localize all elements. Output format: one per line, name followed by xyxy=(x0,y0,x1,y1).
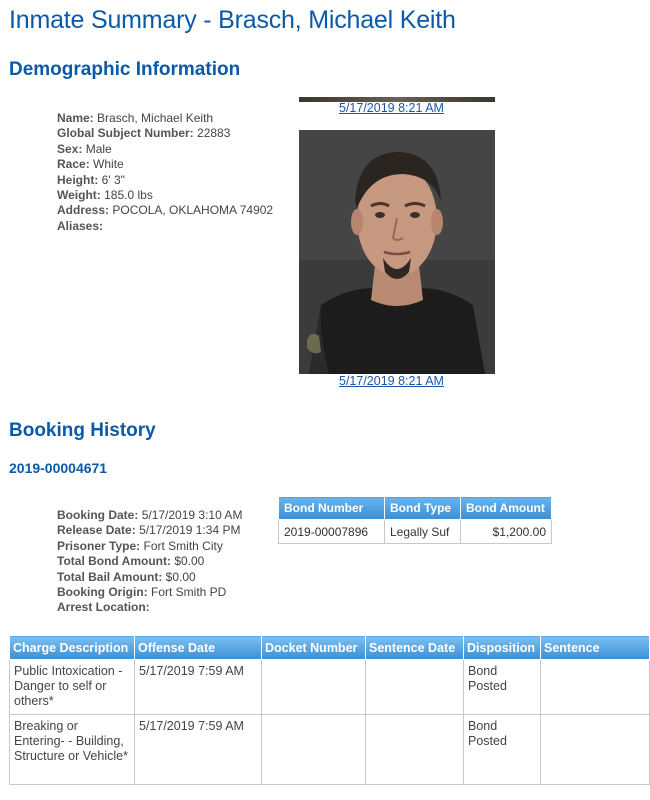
bond-table-header xyxy=(279,497,552,520)
column-header[interactable]: Sentence xyxy=(541,636,650,660)
field-value: 22883 xyxy=(197,126,231,141)
mugshot-photo[interactable] xyxy=(299,130,495,374)
field-label: Booking Date: xyxy=(57,508,139,522)
charge-table-container[interactable] xyxy=(9,635,600,785)
field-label: Total Bail Amount: xyxy=(57,569,163,584)
offense-date-cell: 5/17/2019 7:59 AM xyxy=(135,660,262,715)
release-date-row xyxy=(57,523,242,538)
booking-origin-row xyxy=(57,585,242,600)
field-value: White xyxy=(93,157,124,172)
subject-number-row xyxy=(57,126,273,141)
field-value: Male xyxy=(85,141,112,156)
photo-date-link[interactable]: 5/17/2019 8:21 AM xyxy=(339,101,444,115)
bond-table xyxy=(278,496,552,544)
field-label: Prisoner Type: xyxy=(57,538,141,553)
docket-number-cell xyxy=(262,715,366,785)
field-value: 5/17/2019 3:10 AM xyxy=(141,508,243,522)
total-bail-row xyxy=(57,570,242,585)
charge-description-cell: Public Intoxication - Danger to self or others* xyxy=(10,660,135,715)
mugshot-image xyxy=(299,130,495,374)
bond-type-cell: Legally Suf xyxy=(385,520,461,544)
column-header[interactable]: Docket Number xyxy=(262,636,366,660)
arrest-location-row xyxy=(57,600,242,615)
address-row xyxy=(57,203,273,218)
photo-date-link[interactable]: 5/17/2019 8:21 AM xyxy=(339,374,444,388)
aliases-row xyxy=(57,219,273,234)
column-header[interactable]: Bond Number xyxy=(279,497,385,520)
column-header[interactable]: Offense Date xyxy=(135,636,262,660)
table-row xyxy=(10,660,650,715)
bond-amount-cell: $1,200.00 xyxy=(461,520,552,544)
column-header[interactable]: Sentence Date xyxy=(366,636,464,660)
booking-history-heading: Booking History xyxy=(9,420,156,441)
field-value: $0.00 xyxy=(174,554,205,569)
charge-description-cell: Breaking or Entering- - Building, Structure or Vehicle* xyxy=(10,715,135,785)
field-value: $0.00 xyxy=(165,569,196,584)
field-label: Race: xyxy=(57,157,90,172)
sentence-date-cell xyxy=(366,715,464,785)
name-row xyxy=(57,111,273,126)
bond-number-cell: 2019-00007896 xyxy=(279,520,385,544)
field-value: POCOLA, OKLAHOMA 74902 xyxy=(112,203,274,218)
field-value: 6' 3" xyxy=(101,172,125,187)
page-title: Inmate Summary - Brasch, Michael Keith xyxy=(9,6,456,34)
charge-table xyxy=(9,635,650,785)
booking-info xyxy=(57,508,242,616)
table-row xyxy=(10,715,650,785)
column-header[interactable]: Bond Amount xyxy=(461,497,552,520)
charge-table-header xyxy=(10,636,650,660)
column-header[interactable]: Bond Type xyxy=(385,497,461,520)
field-value: 5/17/2019 1:34 PM xyxy=(139,523,241,538)
field-label: Sex: xyxy=(57,141,83,156)
sentence-date-cell xyxy=(366,660,464,715)
column-header[interactable]: Disposition xyxy=(464,636,541,660)
field-label: Address: xyxy=(57,203,110,218)
field-value: Fort Smith City xyxy=(143,538,223,553)
disposition-cell: Bond Posted xyxy=(464,715,541,785)
disposition-cell: Bond Posted xyxy=(464,660,541,715)
sentence-cell xyxy=(541,660,650,715)
demographic-info xyxy=(57,111,273,234)
field-label: Booking Origin: xyxy=(57,585,148,600)
booking-date-row xyxy=(57,508,242,523)
prisoner-type-row xyxy=(57,539,242,554)
offense-date-cell: 5/17/2019 7:59 AM xyxy=(135,715,262,785)
field-label: Global Subject Number: xyxy=(57,126,194,141)
weight-row xyxy=(57,188,273,203)
field-value: Fort Smith PD xyxy=(151,585,227,600)
race-row xyxy=(57,157,273,172)
height-row xyxy=(57,173,273,188)
field-label: Total Bond Amount: xyxy=(57,554,171,569)
field-label: Height: xyxy=(57,172,99,187)
table-row xyxy=(279,520,552,544)
docket-number-cell xyxy=(262,660,366,715)
sex-row xyxy=(57,142,273,157)
field-label: Weight: xyxy=(57,188,101,203)
field-value: 185.0 lbs xyxy=(104,188,153,203)
column-header[interactable]: Charge Description xyxy=(10,636,135,660)
booking-number: 2019-00004671 xyxy=(9,460,108,476)
field-label: Arrest Location: xyxy=(57,600,150,615)
demographic-heading: Demographic Information xyxy=(9,59,241,80)
field-label: Aliases: xyxy=(57,218,104,233)
total-bond-row xyxy=(57,554,242,569)
field-label: Release Date: xyxy=(57,523,136,538)
field-value: Brasch, Michael Keith xyxy=(97,111,214,125)
field-label: Name: xyxy=(57,111,94,125)
sentence-cell xyxy=(541,715,650,785)
